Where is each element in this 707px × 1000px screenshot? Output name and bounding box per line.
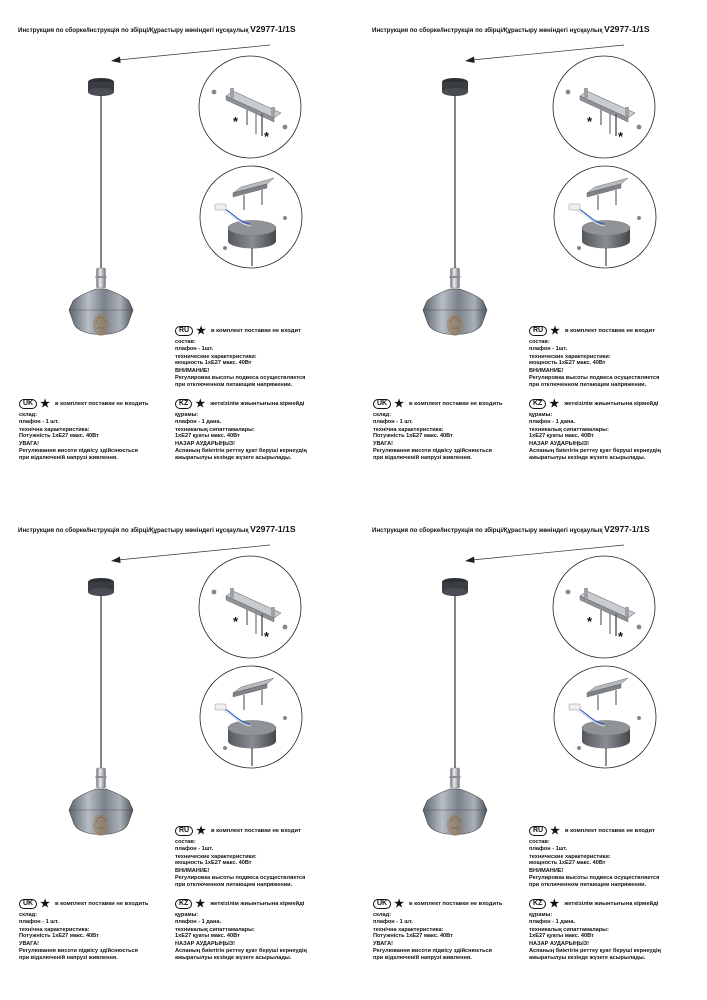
warning-label: НАЗАР АУДАРЫҢЫЗ! [529,441,590,448]
block-header [529,826,659,836]
contents-label: құрамы: [529,412,553,418]
canopy-detail [554,166,656,268]
block-header [529,326,659,336]
text-block-kz [529,899,661,961]
bracket-ear-left [230,88,234,98]
star-icon: ★ [196,325,206,337]
specs-value: 1хЕ27 қуаты макс. 40Вт [529,933,594,940]
specs-label: техникалық сипаттамалары: [175,426,255,433]
warning-line-2: ажыратылуы кезінде жүзеге асырылады. [175,954,292,961]
star-icon: ★ [195,898,206,910]
lang-badge: KZ [175,399,192,409]
title-text: Инструкция по сборке/Інструкція по збірці/Құрастыру жөніндегі нұсқаулық [18,527,249,534]
bracket-detail [553,56,655,158]
contents-label: құрамы: [175,912,199,918]
block-header [175,899,307,909]
specs-label: технические характеристики: [175,353,257,360]
star-icon: ★ [550,825,560,837]
block-header [373,899,502,909]
contents-label: склад: [19,412,38,418]
warning-line-1: Аспаның биіктігін реттеу қуат беруші кернеудің [529,447,661,454]
assembly-illustration [354,500,707,845]
warning-label: УВАГА! [373,441,394,448]
terminal-block [569,704,580,710]
assembly-illustration [354,0,707,345]
text-block-ru [175,326,305,388]
not-included-note: в комплект поставки не входит [565,827,655,834]
warning-label: НАЗАР АУДАРЫҢЫЗ! [175,441,236,448]
bracket-detail [199,56,301,158]
not-included-note: в комплект поставки не входить [55,400,149,407]
specs-label: технические характеристики: [175,853,257,860]
canopy-detail [200,666,302,768]
bracket-ear-left [230,588,234,598]
warning-label: ВНИМАНИЕ! [175,368,210,375]
title-text: Инструкция по сборке/Інструкція по збірці/Құрастыру жөніндегі нұсқаулық [372,527,603,534]
title-text: Инструкция по сборке/Інструкція по збірці/Құрастыру жөніндегі нұсқаулық [372,27,603,34]
bracket-ear-right [625,607,629,617]
instruction-sheet-bottom-right [354,500,707,1000]
block-header [19,399,148,409]
small-screw-left [223,246,227,250]
pendant-lamp [423,578,487,836]
not-included-note: жеткізілім жиынтығына кірмейді [564,400,659,407]
text-block-kz [529,399,661,461]
warning-line-2: при відключеній напрузі живлення. [373,954,472,961]
star-icon: ★ [195,398,206,410]
lang-badge: UK [19,399,37,409]
canopy-plate-top [582,221,630,236]
star-icon: * [264,629,270,644]
warning-line-2: при відключеній напрузі живлення. [19,954,118,961]
contents-label: состав: [175,339,196,345]
specs-value: мощность 1хЕ27 макс. 40Вт [175,860,252,867]
specs-label: технічна характеристика: [373,926,444,933]
screw-head-left [212,90,217,95]
contents-label: құрамы: [175,412,199,418]
warning-line-1: Регулировка высоты подвеса осуществляется [175,374,306,381]
block-header [529,899,661,909]
title-text: Инструкция по сборке/Інструкція по збірці/Құрастыру жөніндегі нұсқаулық [18,27,249,34]
warning-line-2: при отключенном питающем напряжении. [529,881,647,888]
warning-line-2: ажыратылуы кезінде жүзеге асырылады. [175,454,292,461]
pendant-lamp [69,578,133,836]
star-icon: ★ [549,398,560,410]
bulb [93,314,109,336]
instruction-sheet-bottom-left [0,500,353,1000]
small-screw-left [577,246,581,250]
specs-value: Потужність 1хЕ27 макс. 40Вт [373,433,453,440]
screw-head-right [637,125,642,130]
star-icon: * [264,129,270,144]
block-header [175,399,307,409]
contents-value: плафон - 1 дана. [529,918,576,925]
specs-value: 1хЕ27 қуаты макс. 40Вт [175,433,240,440]
specs-value: 1хЕ27 қуаты макс. 40Вт [175,933,240,940]
star-icon: ★ [394,398,404,410]
bulb [447,814,463,836]
bracket-ear-right [625,107,629,117]
specs-label: технічна характеристика: [19,926,90,933]
specs-value: Потужність 1хЕ27 макс. 40Вт [19,933,99,940]
not-included-note: в комплект поставки не входить [409,400,503,407]
model-number: V2977-1/1S [250,524,296,534]
bulb [93,814,109,836]
contents-value: плафон - 1шт. [529,345,568,352]
contents-value: плафон - 1 шт. [373,418,413,425]
star-icon: * [618,129,624,144]
canopy-detail [200,166,302,268]
bracket-ear-right [271,607,275,617]
block-header [175,826,305,836]
warning-line-1: Аспаның биіктігін реттеу қуат беруші кернеудің [529,947,661,954]
contents-value: плафон - 1 шт. [373,918,413,925]
text-block-ru [529,826,659,888]
specs-label: техникалық сипаттамалары: [529,426,609,433]
contents-value: плафон - 1 шт. [19,418,59,425]
canopy-bottom [88,88,114,96]
lang-badge: UK [373,899,391,909]
specs-label: технічна характеристика: [373,426,444,433]
small-screw-right [283,216,287,220]
not-included-note: в комплект поставки не входить [409,900,503,907]
model-number: V2977-1/1S [604,524,650,534]
bracket-detail [199,556,301,658]
warning-line-1: Регулювання висоти підвісу здійснюється [373,447,492,454]
model-number: V2977-1/1S [604,24,650,34]
warning-label: ВНИМАНИЕ! [529,868,564,875]
holder-ring [96,276,107,278]
contents-value: плафон - 1шт. [175,845,214,852]
warning-line-1: Регулювання висоти підвісу здійснюється [19,447,138,454]
text-block-kz [175,399,307,461]
text-block-uk [373,399,502,461]
warning-line-2: ажыратылуы кезінде жүзеге асырылады. [529,454,646,461]
contents-value: плафон - 1 шт. [19,918,59,925]
specs-label: технічна характеристика: [19,426,90,433]
warning-line-1: Регулировка высоты подвеса осуществляется [529,374,660,381]
lang-badge: RU [175,326,193,336]
contents-value: плафон - 1 дана. [529,418,576,425]
small-screw-right [283,716,287,720]
canopy-detail [554,666,656,768]
specs-label: техникалық сипаттамалары: [529,926,609,933]
assembly-illustration [0,0,353,345]
star-icon: * [587,614,593,629]
text-block-uk [373,899,502,961]
bracket-ear-right [271,107,275,117]
warning-line-2: при відключеній напрузі живлення. [19,454,118,461]
contents-label: склад: [19,912,38,918]
bulb [447,314,463,336]
contents-label: состав: [175,839,196,845]
holder-ring [96,776,107,778]
canopy-plate-top [228,721,276,736]
warning-label: ВНИМАНИЕ! [175,868,210,875]
pendant-lamp [69,78,133,336]
specs-value: мощность 1хЕ27 макс. 40Вт [175,360,252,367]
small-screw-left [577,746,581,750]
bracket-detail [553,556,655,658]
warning-line-2: ажыратылуы кезінде жүзеге асырылады. [529,954,646,961]
contents-label: состав: [529,339,550,345]
warning-line-1: Аспаның биіктігін реттеу қуат беруші кернеудің [175,447,307,454]
small-screw-right [637,216,641,220]
warning-label: УВАГА! [373,941,394,948]
lang-badge: UK [19,899,37,909]
screw-head-right [283,625,288,630]
warning-line-1: Регулювання висоти підвісу здійснюється [19,947,138,954]
not-included-note: в комплект поставки не входит [211,827,301,834]
warning-line-2: при відключеній напрузі живлення. [373,454,472,461]
lang-badge: KZ [529,399,546,409]
specs-label: технические характеристики: [529,853,611,860]
screw-head-right [283,125,288,130]
star-icon: ★ [550,325,560,337]
bracket-ear-left [584,588,588,598]
instruction-sheet-top-right [354,0,707,500]
terminal-block [569,204,580,210]
specs-value: мощность 1хЕ27 макс. 40Вт [529,860,606,867]
holder-ring [450,776,461,778]
screw-head-left [212,590,217,595]
contents-label: склад: [373,412,392,418]
block-header [373,399,502,409]
specs-value: мощность 1хЕ27 макс. 40Вт [529,360,606,367]
specs-value: Потужність 1хЕ27 макс. 40Вт [373,933,453,940]
star-icon: * [587,114,593,129]
star-icon: * [618,629,624,644]
contents-label: құрамы: [529,912,553,918]
small-screw-right [637,716,641,720]
warning-label: УВАГА! [19,441,40,448]
terminal-block [215,704,226,710]
warning-line-2: при отключенном питающем напряжении. [175,881,293,888]
instruction-sheet-top-left [0,0,353,500]
text-block-ru [529,326,659,388]
specs-value: 1хЕ27 қуаты макс. 40Вт [529,433,594,440]
text-block-uk [19,899,148,961]
star-icon: ★ [196,825,206,837]
warning-label: УВАГА! [19,941,40,948]
canopy-bottom [88,588,114,596]
warning-label: НАЗАР АУДАРЫҢЫЗ! [175,941,236,948]
star-icon: * [233,114,239,129]
not-included-note: жеткізілім жиынтығына кірмейді [210,400,305,407]
contents-value: плафон - 1 дана. [175,418,222,425]
warning-line-1: Аспаның биіктігін реттеу қуат беруші кернеудің [175,947,307,954]
canopy-bottom [442,588,468,596]
screw-head-right [637,625,642,630]
not-included-note: в комплект поставки не входить [55,900,149,907]
not-included-note: в комплект поставки не входит [211,327,301,334]
warning-label: НАЗАР АУДАРЫҢЫЗ! [529,941,590,948]
contents-value: плафон - 1 дана. [175,918,222,925]
not-included-note: жеткізілім жиынтығына кірмейді [210,900,305,907]
canopy-plate-top [228,221,276,236]
star-icon: ★ [40,898,50,910]
contents-value: плафон - 1шт. [529,845,568,852]
block-header [19,899,148,909]
terminal-block [215,204,226,210]
block-header [529,399,661,409]
contents-value: плафон - 1шт. [175,345,214,352]
warning-line-1: Регулировка высоты подвеса осуществляется [175,874,306,881]
lang-badge: UK [373,399,391,409]
warning-line-2: при отключенном питающем напряжении. [529,381,647,388]
specs-value: Потужність 1хЕ27 макс. 40Вт [19,433,99,440]
lang-badge: RU [529,826,547,836]
lang-badge: KZ [175,899,192,909]
warning-line-1: Регулировка высоты подвеса осуществляется [529,874,660,881]
pendant-lamp [423,78,487,336]
not-included-note: в комплект поставки не входит [565,327,655,334]
contents-label: состав: [529,839,550,845]
not-included-note: жеткізілім жиынтығына кірмейді [564,900,659,907]
block-header [175,326,305,336]
warning-label: ВНИМАНИЕ! [529,368,564,375]
canopy-bottom [442,88,468,96]
star-icon: ★ [394,898,404,910]
model-number: V2977-1/1S [250,24,296,34]
screw-head-left [566,590,571,595]
lang-badge: RU [175,826,193,836]
warning-line-1: Регулювання висоти підвісу здійснюється [373,947,492,954]
screw-head-left [566,90,571,95]
lang-badge: RU [529,326,547,336]
small-screw-left [223,746,227,750]
star-icon: ★ [40,398,50,410]
contents-label: склад: [373,912,392,918]
warning-line-2: при отключенном питающем напряжении. [175,381,293,388]
holder-ring [450,276,461,278]
text-block-uk [19,399,148,461]
bracket-ear-left [584,88,588,98]
specs-label: техникалық сипаттамалары: [175,926,255,933]
text-block-kz [175,899,307,961]
specs-label: технические характеристики: [529,353,611,360]
star-icon: ★ [549,898,560,910]
assembly-illustration [0,500,353,845]
text-block-ru [175,826,305,888]
canopy-plate-top [582,721,630,736]
lang-badge: KZ [529,899,546,909]
star-icon: * [233,614,239,629]
